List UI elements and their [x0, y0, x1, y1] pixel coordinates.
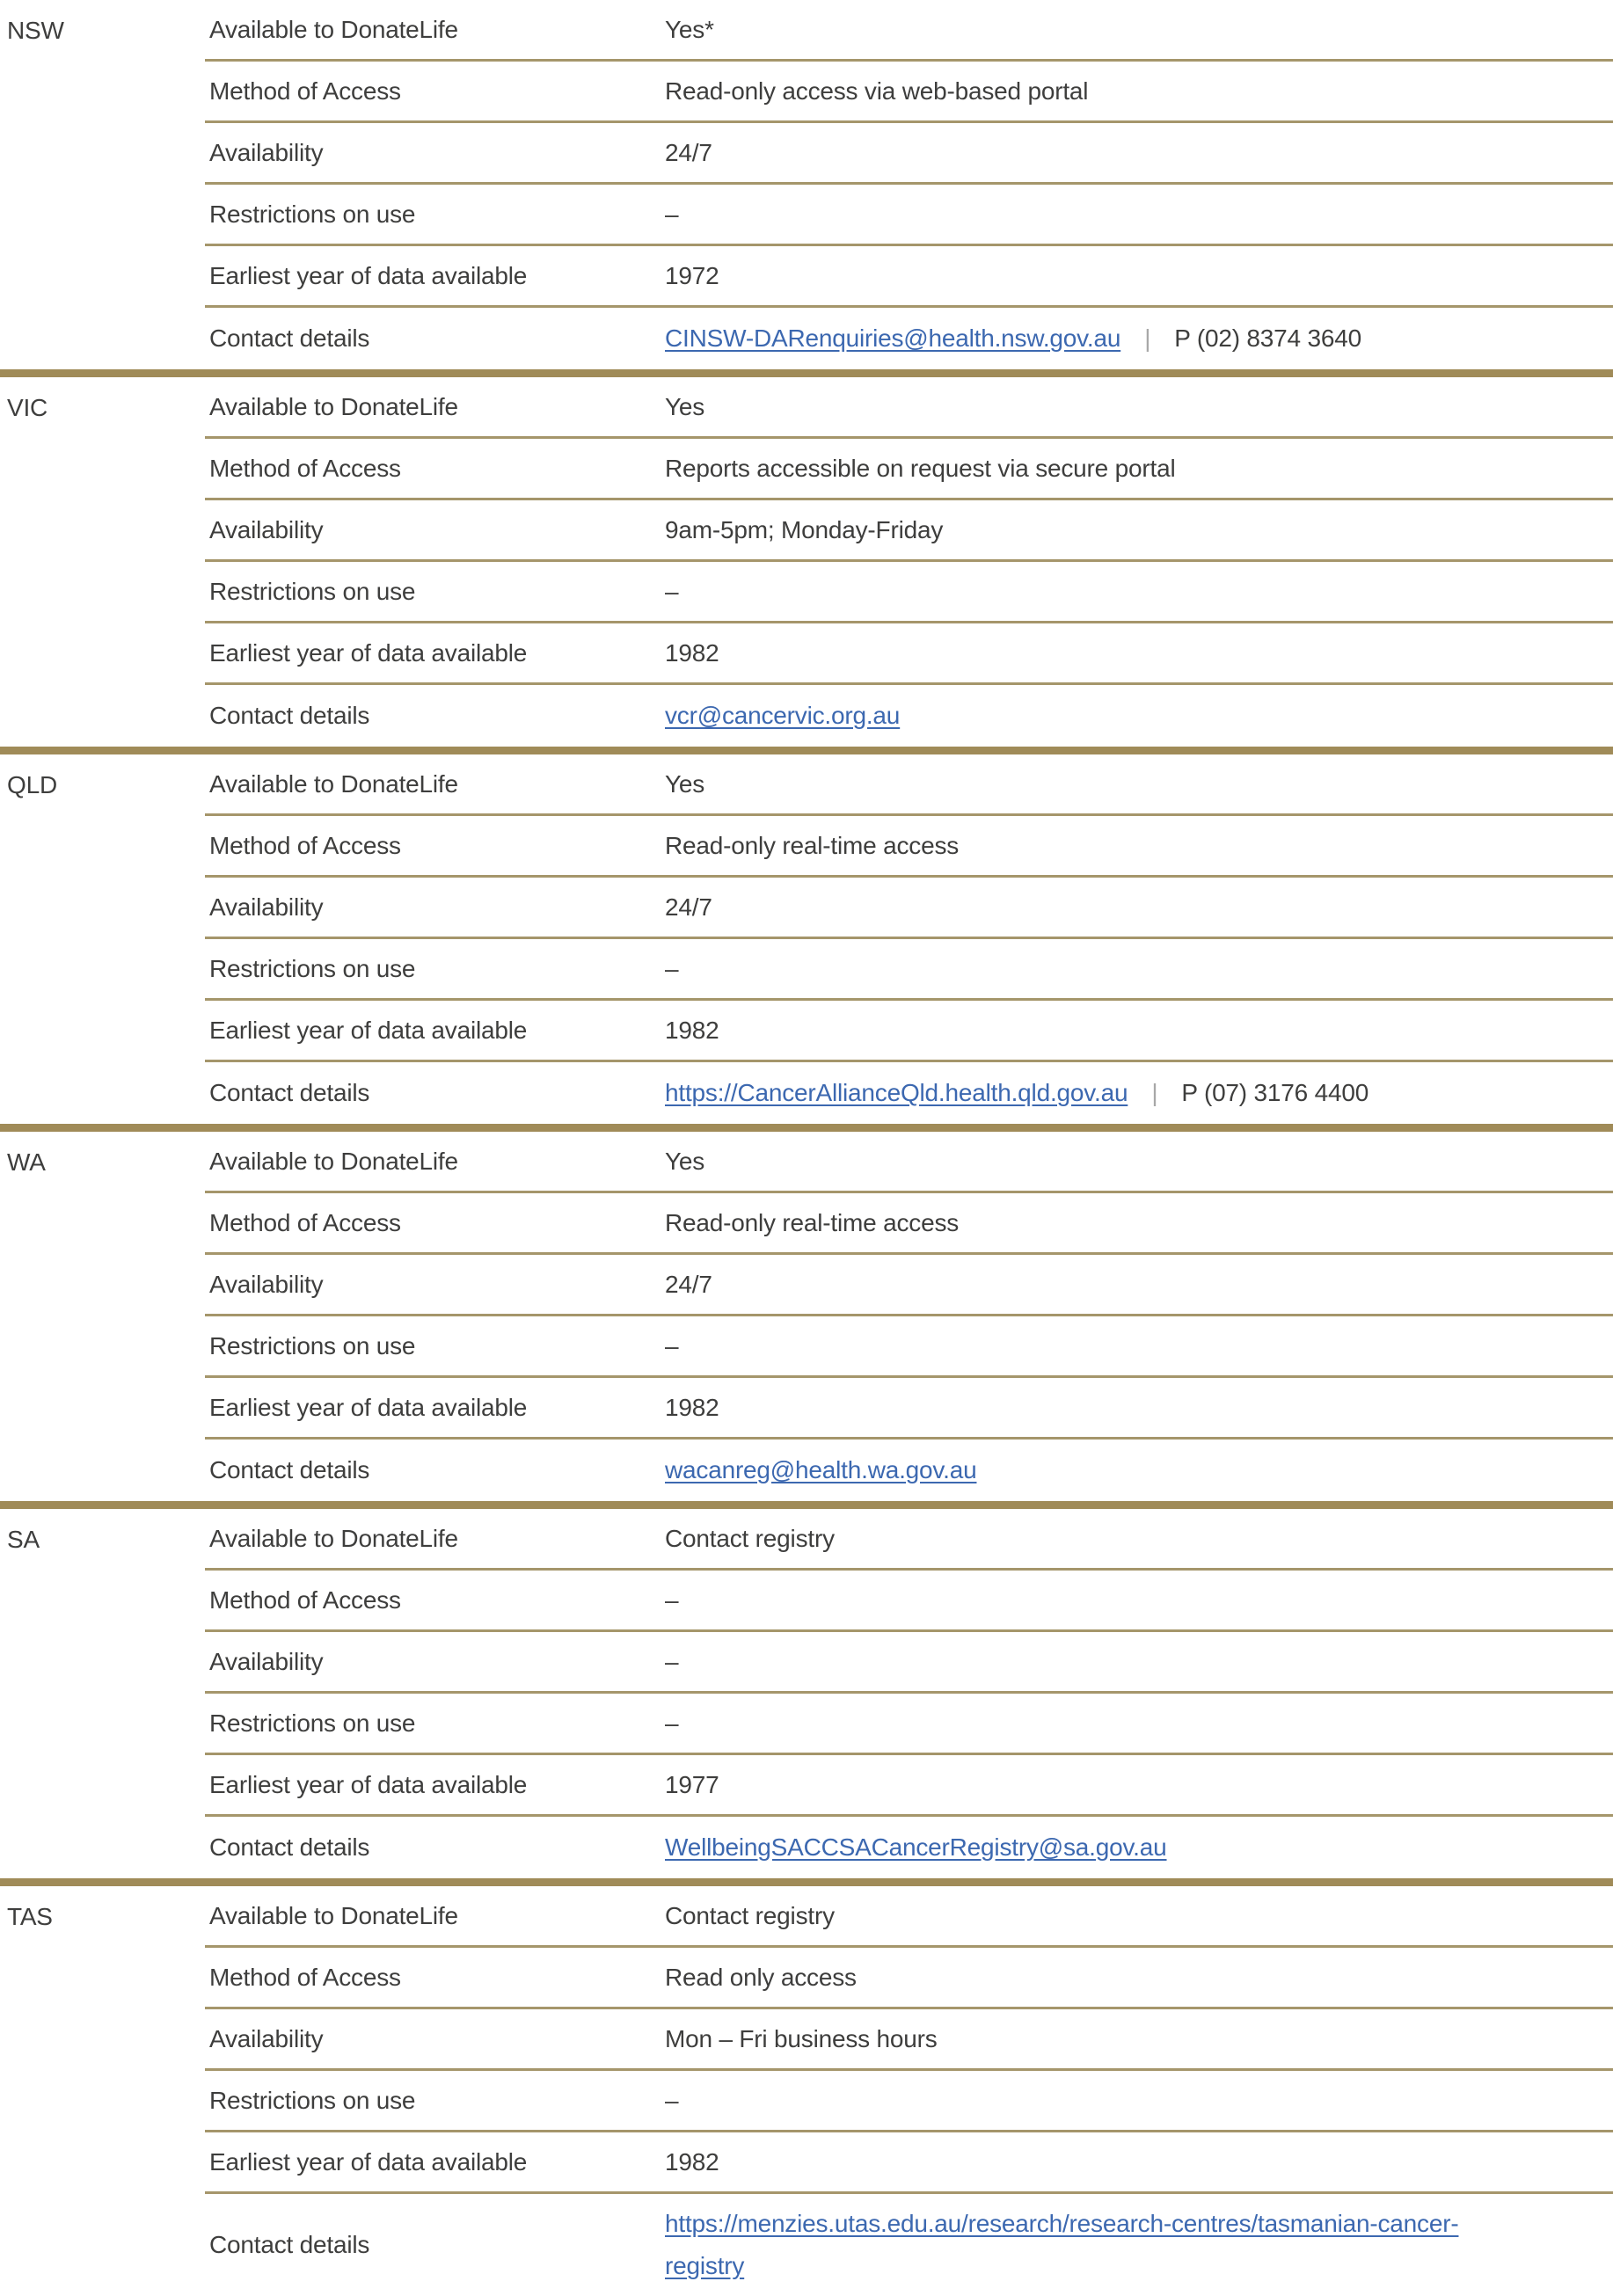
contact-link[interactable]: wacanreg@health.wa.gov.au [665, 1456, 977, 1483]
state-code: QLD [7, 771, 57, 798]
row-label: Earliest year of data available [205, 246, 645, 308]
row-label: Availability [205, 123, 645, 185]
row-label: Earliest year of data available [205, 1755, 645, 1817]
row-label: Restrictions on use [205, 939, 645, 1001]
row-value: 9am-5pm; Monday-Friday [645, 500, 1613, 562]
row-value: 24/7 [645, 1255, 1613, 1316]
row-label: Method of Access [205, 816, 645, 878]
row-label: Restrictions on use [205, 1316, 645, 1378]
row-label: Restrictions on use [205, 2071, 645, 2132]
row-value [645, 2194, 1613, 2296]
row-value: 1982 [645, 1001, 1613, 1062]
state-code: SA [7, 1526, 40, 1553]
row-value: Contact registry [645, 1886, 1613, 1948]
row-label: Earliest year of data available [205, 2132, 645, 2194]
row-label: Method of Access [205, 439, 645, 500]
row-value [645, 308, 1613, 369]
row-value: Read-only access via web-based portal [645, 62, 1613, 123]
row-value: 1972 [645, 246, 1613, 308]
state-code: WA [7, 1148, 46, 1176]
pipe-separator: | [1151, 1079, 1158, 1106]
phone-number: P (02) 8374 3640 [1174, 324, 1361, 352]
row-value: Reports accessible on request via secure portal [645, 439, 1613, 500]
row-label: Contact details [209, 702, 370, 729]
contact-link[interactable]: vcr@cancervic.org.au [665, 702, 901, 729]
row-value: Mon – Fri business hours [645, 2009, 1613, 2071]
row-label: Available to DonateLife [205, 1132, 645, 1193]
row-label: Method of Access [205, 1193, 645, 1255]
row-value: Read-only real-time access [645, 1193, 1613, 1255]
contact-link[interactable]: WellbeingSACCSACancerRegistry@sa.gov.au [665, 1833, 1167, 1861]
row-label: Availability [205, 878, 645, 939]
row-label: Earliest year of data available [205, 1001, 645, 1062]
row-label: Restrictions on use [205, 1694, 645, 1755]
row-value: – [645, 1571, 1613, 1632]
row-label: Availability [205, 1632, 645, 1694]
row-label: Earliest year of data available [205, 623, 645, 685]
row-value: – [645, 1694, 1613, 1755]
row-value [645, 1817, 1613, 1878]
row-value: Read only access [645, 1948, 1613, 2009]
row-value [645, 1062, 1613, 1124]
row-value [645, 685, 1613, 747]
phone-number: P (07) 3176 4400 [1181, 1079, 1369, 1106]
row-value: 1982 [645, 2132, 1613, 2194]
row-label: Availability [205, 2009, 645, 2071]
row-value: Yes [645, 754, 1613, 816]
row-label: Available to DonateLife [205, 1886, 645, 1948]
state-section-vic [0, 377, 1613, 754]
state-section-sa [0, 1509, 1613, 1886]
state-section-nsw [0, 0, 1613, 377]
row-value: 24/7 [645, 123, 1613, 185]
row-label: Availability [205, 1255, 645, 1316]
contact-link-line: https://menzies.utas.edu.au/research/research-centres/tasmanian-cancer- [665, 2210, 1459, 2237]
row-value: – [645, 1632, 1613, 1694]
row-label: Available to DonateLife [205, 754, 645, 816]
row-label: Restrictions on use [205, 185, 645, 246]
row-label: Contact details [209, 1079, 370, 1106]
row-label: Method of Access [205, 1571, 645, 1632]
row-label: Contact details [209, 1456, 370, 1483]
state-code: TAS [7, 1903, 53, 1930]
contact-link[interactable]: https://CancerAllianceQld.health.qld.gov.au [665, 1079, 1128, 1106]
row-label: Method of Access [205, 1948, 645, 2009]
row-label: Contact details [209, 324, 370, 352]
row-value: – [645, 562, 1613, 623]
row-value: Yes* [645, 0, 1613, 62]
row-label: Available to DonateLife [205, 377, 645, 439]
row-value: – [645, 185, 1613, 246]
row-label: Available to DonateLife [205, 1509, 645, 1571]
contact-link[interactable]: CINSW-DARenquiries@health.nsw.gov.au [665, 324, 1121, 352]
contact-link[interactable] [665, 2203, 1458, 2287]
row-value: Read-only real-time access [645, 816, 1613, 878]
row-value [645, 1440, 1613, 1501]
pipe-separator: | [1144, 324, 1151, 352]
row-label: Restrictions on use [205, 562, 645, 623]
row-value: – [645, 2071, 1613, 2132]
row-value: 1982 [645, 623, 1613, 685]
row-value: 1982 [645, 1378, 1613, 1440]
row-label: Contact details [209, 1833, 370, 1861]
row-label: Contact details [209, 2231, 370, 2258]
state-code: VIC [7, 394, 48, 421]
row-value: – [645, 1316, 1613, 1378]
state-section-wa [0, 1132, 1613, 1509]
row-value: 1977 [645, 1755, 1613, 1817]
row-value: Contact registry [645, 1509, 1613, 1571]
row-label: Method of Access [205, 62, 645, 123]
contact-link-line: registry [665, 2252, 745, 2279]
row-value: Yes [645, 377, 1613, 439]
row-label: Available to DonateLife [205, 0, 645, 62]
state-section-tas [0, 1886, 1613, 2296]
row-label: Earliest year of data available [205, 1378, 645, 1440]
state-code: NSW [7, 17, 64, 44]
row-value: – [645, 939, 1613, 1001]
row-label: Availability [205, 500, 645, 562]
row-value: Yes [645, 1132, 1613, 1193]
state-section-qld [0, 754, 1613, 1132]
row-value: 24/7 [645, 878, 1613, 939]
